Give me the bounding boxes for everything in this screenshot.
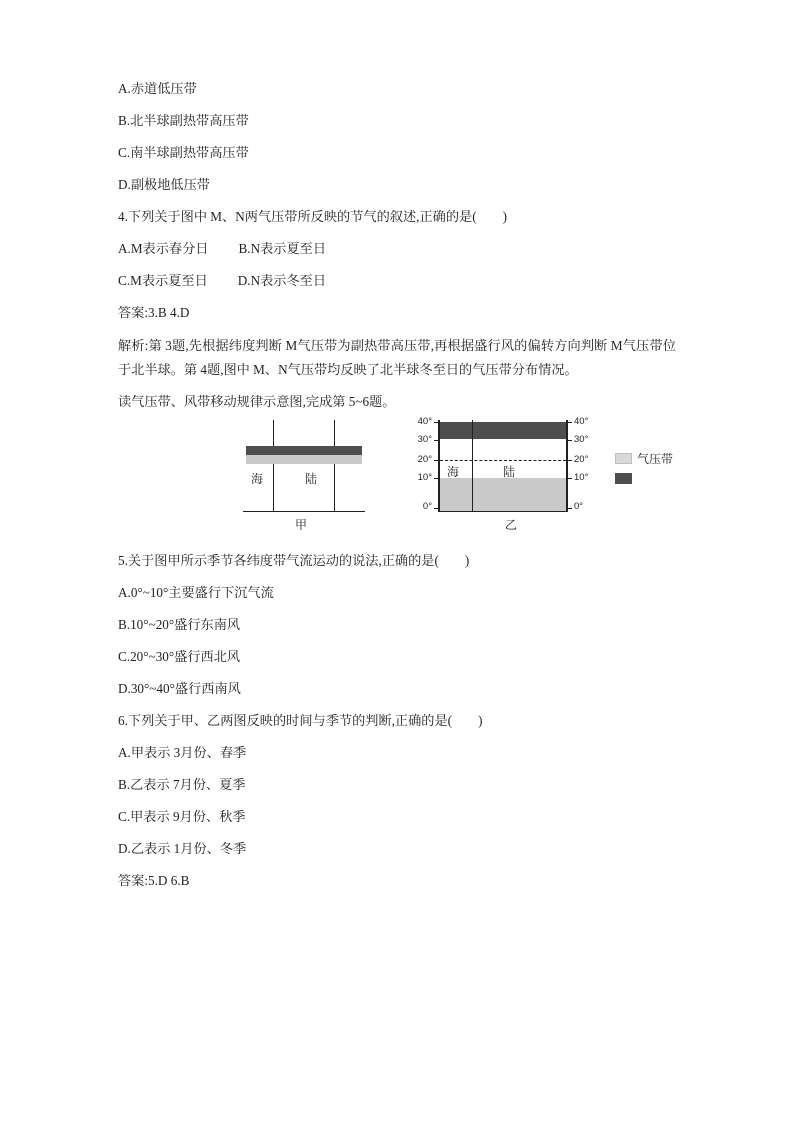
figure-yi-caption: 乙	[505, 517, 518, 532]
yi-axis-left-tick-30: 30°	[417, 433, 432, 445]
yi-sea-land-divider	[472, 420, 473, 512]
q4-option-a: A.M表示春分日	[118, 241, 209, 256]
jia-vline-right	[334, 420, 335, 512]
axis-tick	[567, 478, 572, 479]
axis-tick	[434, 440, 439, 441]
yi-axis-left-tick-10: 10°	[417, 471, 432, 483]
q5-option-a: A.0°~10°主要盛行下沉气流	[118, 584, 274, 600]
legend-row-dark	[615, 473, 673, 484]
jia-vline-left	[273, 420, 274, 512]
legend-row-light	[615, 450, 673, 467]
question-6-stem-close: )	[478, 712, 483, 728]
question-4-stem-close: )	[502, 209, 508, 224]
yi-axis-left-bar	[438, 420, 439, 512]
yi-axis-left-tick-0: 0°	[422, 500, 432, 512]
q6-option-d: D.乙表示 1月份、冬季	[118, 840, 247, 856]
answer-34: 答案:3.B 4.D	[118, 305, 190, 320]
jia-pressure-band-light	[246, 455, 362, 464]
answer-56: 答案:5.D 6.B	[118, 872, 190, 888]
axis-tick	[434, 478, 439, 479]
yi-axis-right-tick-40: 40°	[574, 415, 589, 427]
q4-option-row-2	[118, 270, 676, 289]
axis-tick	[567, 508, 572, 509]
yi-axis-right-tick-20: 20°	[574, 453, 589, 465]
question-5-stem-close: )	[464, 552, 470, 568]
legend-swatch-light	[615, 453, 632, 464]
q6-option-b: B.乙表示 7月份、夏季	[118, 776, 246, 792]
question-4-stem	[118, 206, 676, 225]
yi-pressure-band-light	[440, 478, 566, 511]
yi-axis-left-tick-40: 40°	[417, 415, 432, 427]
jia-label-land: 陆	[305, 471, 318, 486]
q5-option-b: B.10°~20°盛行东南风	[118, 616, 241, 632]
yi-axis-right	[567, 415, 603, 512]
axis-tick	[434, 422, 439, 423]
q4-option-d: D.N表示冬至日	[237, 273, 327, 288]
yi-axis-left	[403, 415, 439, 512]
q5-option-d: D.30°~40°盛行西南风	[118, 680, 241, 696]
yi-axis-right-bar	[567, 420, 568, 512]
axis-tick	[434, 460, 439, 461]
legend-label-pressure-belt: 气压带	[637, 451, 674, 466]
question-4-stem-text: 4.下列关于图中 M、N两气压带所反映的节气的叙述,正确的是(	[118, 209, 477, 224]
axis-tick	[434, 508, 439, 509]
question-5-stem	[118, 550, 676, 569]
q3-option-a: A.赤道低压带	[118, 81, 197, 96]
yi-axis-right-tick-0: 0°	[574, 500, 584, 512]
yi-pressure-band-dark	[440, 422, 566, 439]
figure-jia	[243, 420, 365, 512]
yi-axis-right-tick-10: 10°	[574, 471, 589, 483]
q3-option-d: D.副极地低压带	[118, 177, 210, 192]
q3-option-b: B.北半球副热带高压带	[118, 113, 249, 128]
q4-option-b: B.N表示夏至日	[238, 241, 327, 256]
q5-option-c: C.20°~30°盛行西北风	[118, 648, 241, 664]
jia-pressure-band-dark	[246, 446, 362, 455]
q6-option-c: C.甲表示 9月份、秋季	[118, 808, 246, 824]
q4-option-c: C.M表示夏至日	[118, 273, 208, 288]
question-6-stem-text: 6.下列关于甲、乙两图反映的时间与季节的判断,正确的是(	[118, 712, 453, 728]
yi-axis-right-tick-30: 30°	[574, 433, 589, 445]
jia-label-sea: 海	[251, 471, 264, 486]
axis-tick	[567, 440, 572, 441]
pressure-belt-figure	[118, 415, 676, 536]
q4-option-row-1	[118, 238, 676, 257]
explanation-34: 解析:第 3题,先根据纬度判断 M气压带为副热带高压带,再根据盛行风的偏转方向判断 M气压带位于北半球。第 4题,图中 M、N气压带均反映了北半球冬至日的气压带分布情况。	[118, 338, 676, 378]
figure-yi	[403, 415, 603, 512]
jia-baseline	[243, 511, 365, 512]
axis-tick	[567, 422, 572, 423]
axis-tick	[567, 460, 572, 461]
q3-option-c: C.南半球副热带高压带	[118, 145, 249, 160]
legend-swatch-dark	[615, 473, 632, 484]
figure-legend	[615, 450, 673, 490]
yi-label-sea: 海	[447, 464, 460, 479]
q6-option-a: A.甲表示 3月份、春季	[118, 744, 247, 760]
question-6-stem	[118, 710, 676, 729]
figure-jia-caption: 甲	[295, 517, 308, 532]
yi-axis-left-tick-20: 20°	[417, 453, 432, 465]
question-5-stem-text: 5.关于图甲所示季节各纬度带气流运动的说法,正确的是(	[118, 552, 439, 568]
yi-label-land: 陆	[503, 464, 516, 479]
passage-intro: 读气压带、风带移动规律示意图,完成第 5~6题。	[118, 393, 396, 409]
yi-dashed-line	[440, 460, 566, 461]
